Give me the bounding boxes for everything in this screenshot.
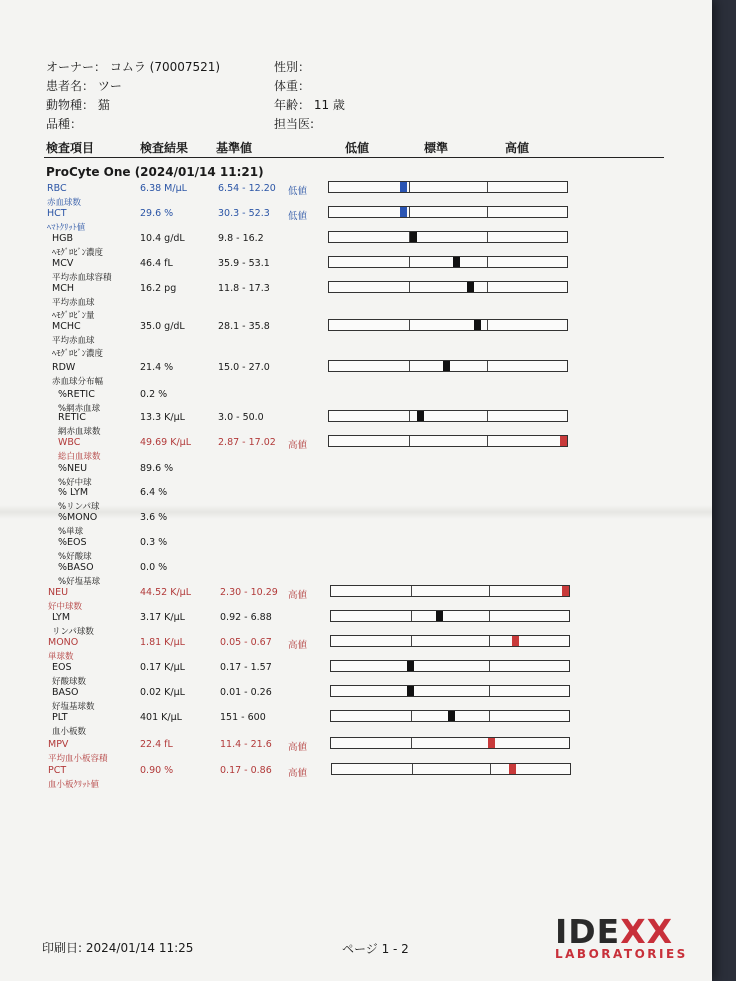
test-name-jp: 単球数 — [48, 652, 74, 662]
range-divider — [409, 361, 410, 371]
col-reference: 基準値 — [216, 141, 253, 155]
result-marker — [407, 661, 414, 671]
reference-range: 6.54 - 12.20 — [218, 183, 276, 194]
test-result: 1.81 K/µL — [140, 637, 185, 648]
range-divider — [411, 586, 412, 596]
test-name: %EOS — [58, 537, 87, 548]
patient-value: ツー — [97, 79, 122, 93]
reference-range: 0.05 - 0.67 — [220, 637, 272, 648]
range-bar — [330, 635, 570, 647]
range-divider — [489, 611, 490, 621]
test-name: % LYM — [58, 487, 89, 498]
test-name-jp: 好塩基球数 — [52, 702, 95, 712]
result-marker — [474, 320, 481, 330]
logo-wordmark — [555, 912, 688, 951]
page-number: ページ 1 - 2 — [342, 942, 409, 956]
range-bar — [328, 360, 568, 372]
range-bar — [330, 710, 570, 722]
test-result: 35.0 g/dL — [140, 321, 185, 332]
test-name-jp-2: ﾍﾓｸﾞﾛﾋﾞﾝ濃度 — [52, 349, 104, 359]
test-name-jp: ﾍﾏﾄｸﾘｯﾄ値 — [47, 223, 86, 233]
test-result: 0.3 % — [140, 537, 168, 548]
test-name: LYM — [52, 612, 71, 623]
owner-label: オーナー： — [46, 60, 107, 74]
range-divider — [489, 686, 490, 696]
test-name: MCH — [52, 283, 74, 294]
test-result: 0.17 K/µL — [140, 662, 185, 673]
reference-range: 3.0 - 50.0 — [218, 412, 264, 423]
idexx-logo — [555, 912, 688, 961]
range-bar — [330, 660, 570, 672]
test-result: 44.52 K/µL — [140, 587, 191, 598]
flag-badge: 高値 — [288, 440, 308, 451]
col-normal: 標準 — [424, 141, 449, 155]
reference-range: 0.17 - 1.57 — [220, 662, 272, 673]
age-value: 11 歳 — [313, 98, 345, 112]
logo-subtitle: LABORATORIES — [555, 947, 688, 961]
flag-badge: 低値 — [288, 186, 308, 197]
analyzer-section-title: ProCyte One (2024/01/14 11:21) — [46, 165, 264, 179]
result-marker — [443, 361, 450, 371]
result-marker — [417, 411, 424, 421]
range-divider — [490, 764, 491, 774]
range-divider — [487, 182, 488, 192]
age-label: 年齢： — [274, 98, 311, 112]
test-name-jp: 総白血球数 — [58, 452, 101, 462]
test-name: MPV — [48, 739, 69, 750]
test-name: %BASO — [58, 562, 94, 573]
test-result: 401 K/µL — [140, 712, 182, 723]
range-divider — [489, 711, 490, 721]
col-low: 低値 — [345, 141, 370, 155]
test-name: PLT — [52, 712, 68, 723]
result-marker — [436, 611, 443, 621]
range-bar — [328, 256, 568, 268]
test-name: PCT — [48, 765, 67, 776]
test-result: 6.4 % — [140, 487, 168, 498]
test-name: MONO — [48, 637, 79, 648]
range-bar — [328, 410, 568, 422]
flag-badge: 高値 — [288, 590, 308, 601]
patient-line — [46, 77, 122, 94]
test-name-jp: 平均赤血球 — [52, 336, 95, 346]
test-name-jp: 平均赤血球 — [52, 298, 95, 308]
range-divider — [409, 411, 410, 421]
logo-wordmark-a: IDE — [555, 912, 621, 951]
reference-range: 28.1 - 35.8 — [218, 321, 270, 332]
test-name: MCV — [52, 258, 74, 269]
flag-badge: 低値 — [288, 211, 308, 222]
test-result: 16.2 pg — [140, 283, 177, 294]
reference-range: 2.87 - 17.02 — [218, 437, 276, 448]
range-bar — [328, 435, 568, 447]
test-name: BASO — [52, 687, 79, 698]
range-bar — [328, 206, 568, 218]
patient-label: 患者名： — [46, 79, 95, 93]
test-name: RETIC — [58, 412, 86, 423]
result-marker — [410, 232, 417, 242]
range-divider — [487, 282, 488, 292]
test-result: 46.4 fL — [140, 258, 173, 269]
result-marker — [488, 738, 495, 748]
range-bar — [330, 685, 570, 697]
test-name: EOS — [52, 662, 72, 673]
breed-label: 品種： — [46, 117, 83, 131]
test-result: 29.6 % — [140, 208, 174, 219]
test-result: 0.2 % — [140, 389, 168, 400]
breed-line — [46, 115, 82, 132]
doctor-label: 担当医: — [274, 117, 315, 131]
test-result: 89.6 % — [140, 463, 174, 474]
test-name: %MONO — [58, 512, 98, 523]
flag-badge: 高値 — [288, 640, 308, 651]
flag-badge: 高値 — [288, 768, 308, 779]
range-bar — [330, 610, 570, 622]
reference-range: 0.01 - 0.26 — [220, 687, 272, 698]
range-divider — [411, 711, 412, 721]
range-divider — [489, 661, 490, 671]
test-name-jp: %網赤血球 — [58, 404, 101, 414]
result-marker — [512, 636, 519, 646]
range-divider — [409, 257, 410, 267]
range-divider — [489, 586, 490, 596]
test-name-jp: リンパ球数 — [52, 627, 94, 637]
range-bar — [328, 231, 568, 243]
sex-label: 性別： — [274, 60, 311, 74]
result-marker — [453, 257, 460, 267]
reference-range: 2.30 - 10.29 — [220, 587, 278, 598]
range-divider — [412, 764, 413, 774]
test-name-jp: 好酸球数 — [52, 677, 87, 687]
result-marker — [509, 764, 516, 774]
header-rule — [44, 157, 664, 158]
test-name-jp: ﾍﾓｸﾞﾛﾋﾞﾝ濃度 — [52, 248, 104, 258]
test-result: 21.4 % — [140, 362, 174, 373]
test-result: 22.4 fL — [140, 739, 173, 750]
test-result: 3.6 % — [140, 512, 168, 523]
test-name: HGB — [52, 233, 74, 244]
test-name: RDW — [52, 362, 76, 373]
test-name-jp: 平均血小板容積 — [48, 754, 108, 764]
test-name-jp: 赤血球数 — [47, 198, 82, 208]
range-divider — [487, 257, 488, 267]
test-result: 49.69 K/µL — [140, 437, 191, 448]
range-divider — [411, 738, 412, 748]
species-line — [46, 96, 110, 113]
result-marker — [448, 711, 455, 721]
reference-range: 11.8 - 17.3 — [218, 283, 270, 294]
result-marker — [400, 207, 407, 217]
result-marker — [560, 436, 567, 446]
test-name: HCT — [47, 208, 67, 219]
range-divider — [487, 436, 488, 446]
reference-range: 15.0 - 27.0 — [218, 362, 270, 373]
range-bar — [328, 181, 568, 193]
test-result: 10.4 g/dL — [140, 233, 185, 244]
test-result: 0.0 % — [140, 562, 168, 573]
test-name-jp: 平均赤血球容積 — [52, 273, 112, 283]
range-divider — [487, 320, 488, 330]
range-divider — [487, 207, 488, 217]
range-divider — [411, 611, 412, 621]
species-label: 動物種： — [46, 98, 95, 112]
range-divider — [487, 232, 488, 242]
test-name-jp: %好中球 — [58, 478, 92, 488]
test-name: %RETIC — [58, 389, 95, 400]
test-name-jp: %単球 — [58, 527, 84, 537]
reference-range: 151 - 600 — [220, 712, 266, 723]
result-marker — [400, 182, 407, 192]
weight-label: 体重： — [274, 79, 311, 93]
result-marker — [467, 282, 474, 292]
range-divider — [409, 182, 410, 192]
paper-fold — [0, 505, 712, 519]
range-divider — [487, 361, 488, 371]
species-value: 猫 — [97, 98, 110, 112]
range-divider — [409, 320, 410, 330]
test-name: WBC — [58, 437, 81, 448]
reference-range: 0.92 - 6.88 — [220, 612, 272, 623]
result-marker — [407, 686, 414, 696]
col-high: 高値 — [505, 141, 530, 155]
flag-badge: 高値 — [288, 742, 308, 753]
test-name-jp: 血小板ｸﾘｯﾄ値 — [48, 780, 100, 790]
range-bar — [330, 585, 570, 597]
reference-range: 11.4 - 21.6 — [220, 739, 272, 750]
range-bar — [328, 281, 568, 293]
test-name: %NEU — [58, 463, 88, 474]
reference-range: 0.17 - 0.86 — [220, 765, 272, 776]
test-result: 6.38 M/µL — [140, 183, 187, 194]
col-item: 検査項目 — [46, 141, 95, 155]
owner-value: コムラ (70007521) — [109, 60, 221, 74]
range-bar — [331, 763, 571, 775]
range-divider — [409, 436, 410, 446]
test-name: NEU — [48, 587, 69, 598]
test-name-jp-2: ﾍﾓｸﾞﾛﾋﾞﾝ量 — [52, 311, 95, 321]
reference-range: 35.9 - 53.1 — [218, 258, 270, 269]
print-date: 印刷日: 2024/01/14 11:25 — [42, 941, 194, 955]
test-name-jp: %好塩基球 — [58, 577, 101, 587]
test-name-jp: 網赤血球数 — [58, 427, 101, 437]
test-name: RBC — [47, 183, 67, 194]
test-result: 0.90 % — [140, 765, 174, 776]
owner-line — [46, 58, 220, 75]
age-line — [274, 96, 345, 113]
test-name-jp: %リンパ球 — [58, 502, 100, 512]
test-result: 13.3 K/µL — [140, 412, 185, 423]
range-divider — [411, 636, 412, 646]
result-marker — [562, 586, 569, 596]
range-divider — [409, 207, 410, 217]
test-name-jp: 血小板数 — [52, 727, 87, 737]
range-divider — [489, 636, 490, 646]
test-name: MCHC — [52, 321, 81, 332]
test-result: 0.02 K/µL — [140, 687, 185, 698]
col-result: 検査結果 — [140, 141, 189, 155]
range-bar — [330, 737, 570, 749]
test-name-jp: 好中球数 — [48, 602, 83, 612]
test-result: 3.17 K/µL — [140, 612, 185, 623]
reference-range: 30.3 - 52.3 — [218, 208, 270, 219]
logo-wordmark-b: XX — [620, 912, 674, 951]
range-divider — [409, 282, 410, 292]
test-name-jp: %好酸球 — [58, 552, 92, 562]
range-divider — [487, 411, 488, 421]
reference-range: 9.8 - 16.2 — [218, 233, 264, 244]
test-name-jp: 赤血球分布幅 — [52, 377, 104, 387]
range-bar — [328, 319, 568, 331]
